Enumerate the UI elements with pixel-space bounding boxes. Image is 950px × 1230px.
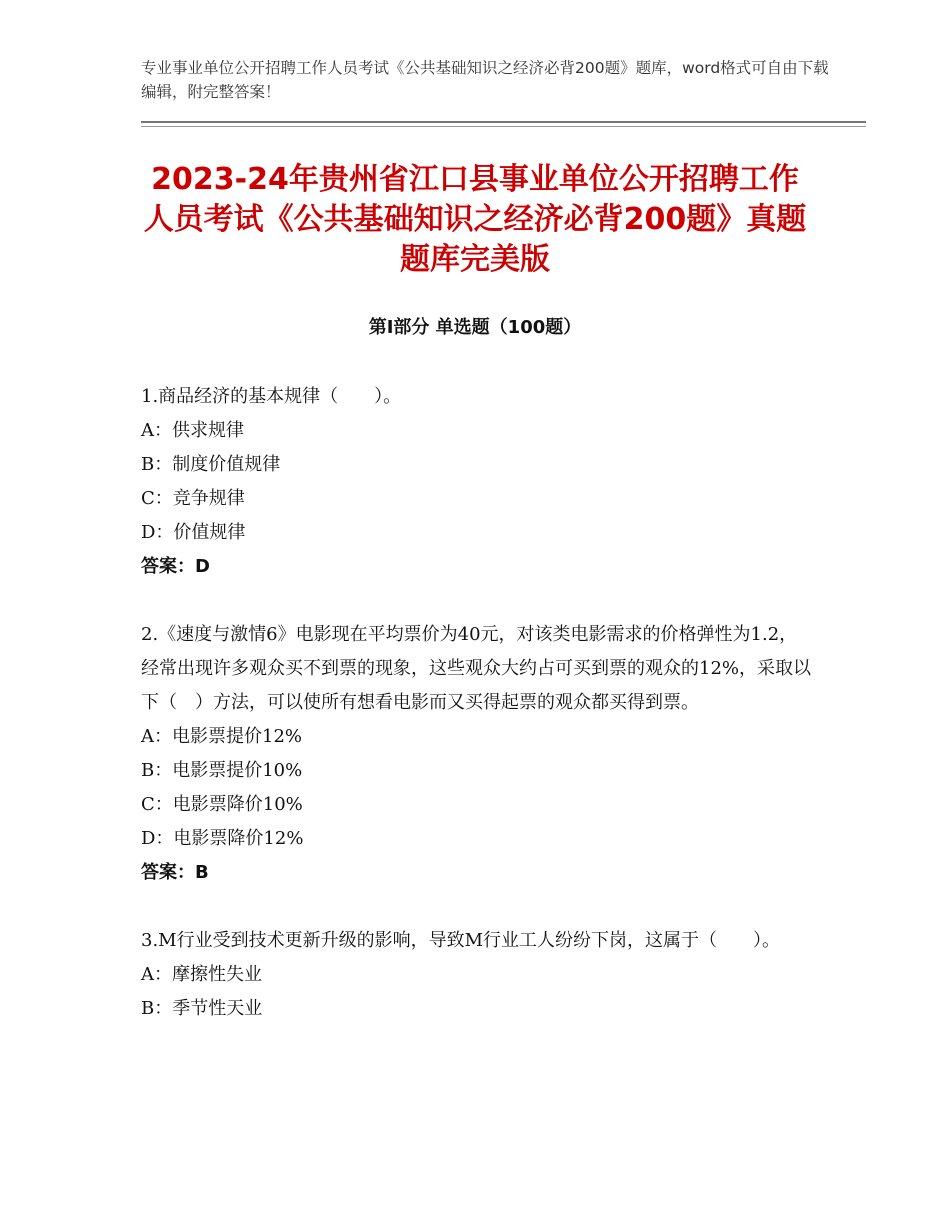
option-d: D：价值规律 <box>141 522 246 543</box>
option-b: B：季节性天业 <box>141 998 263 1019</box>
header-divider <box>141 121 866 123</box>
document-title: 2023-24年贵州省江口县事业单位公开招聘工作人员考试《公共基础知识之经济必背200题》真题题库完美版 <box>143 162 807 277</box>
option-d: D：电影票降价12% <box>141 828 304 849</box>
question-2 <box>141 618 813 890</box>
question-list <box>141 380 813 1060</box>
section-title: 第Ⅰ部分 单选题（100题） <box>368 317 582 338</box>
answer: 答案：D <box>141 556 210 577</box>
header-divider-thin <box>141 126 866 127</box>
option-b: B：制度价值规律 <box>141 454 281 475</box>
option-a: A：电影票提价12% <box>141 726 303 747</box>
question-stem: 1.商品经济的基本规律（ ）。 <box>141 386 402 407</box>
option-a: A：供求规律 <box>141 420 244 441</box>
option-b: B：电影票提价10% <box>141 760 303 781</box>
question-stem: 3.M行业受到技术更新升级的影响，导致M行业工人纷纷下岗，这属于（ ）。 <box>141 930 781 951</box>
question-1 <box>141 380 813 584</box>
option-c: C：竞争规律 <box>141 488 245 509</box>
option-c: C：电影票降价10% <box>141 794 303 815</box>
option-a: A：摩擦性失业 <box>141 964 262 985</box>
header-note: 专业事业单位公开招聘工作人员考试《公共基础知识之经济必背200题》题库，word格式可自由下载编辑，附完整答案！ <box>141 59 829 101</box>
answer: 答案：B <box>141 862 209 883</box>
question-3 <box>141 924 813 1026</box>
question-stem: 2.《速度与激情6》电影现在平均票价为40元，对该类电影需求的价格弹性为1.2，经常出现许多观众买不到票的现象，这些观众大约占可买到票的观众的12%，采取以下（ ）方法，可以使所有想看电影而又买得起票的观众都买得到票。 <box>141 624 812 713</box>
